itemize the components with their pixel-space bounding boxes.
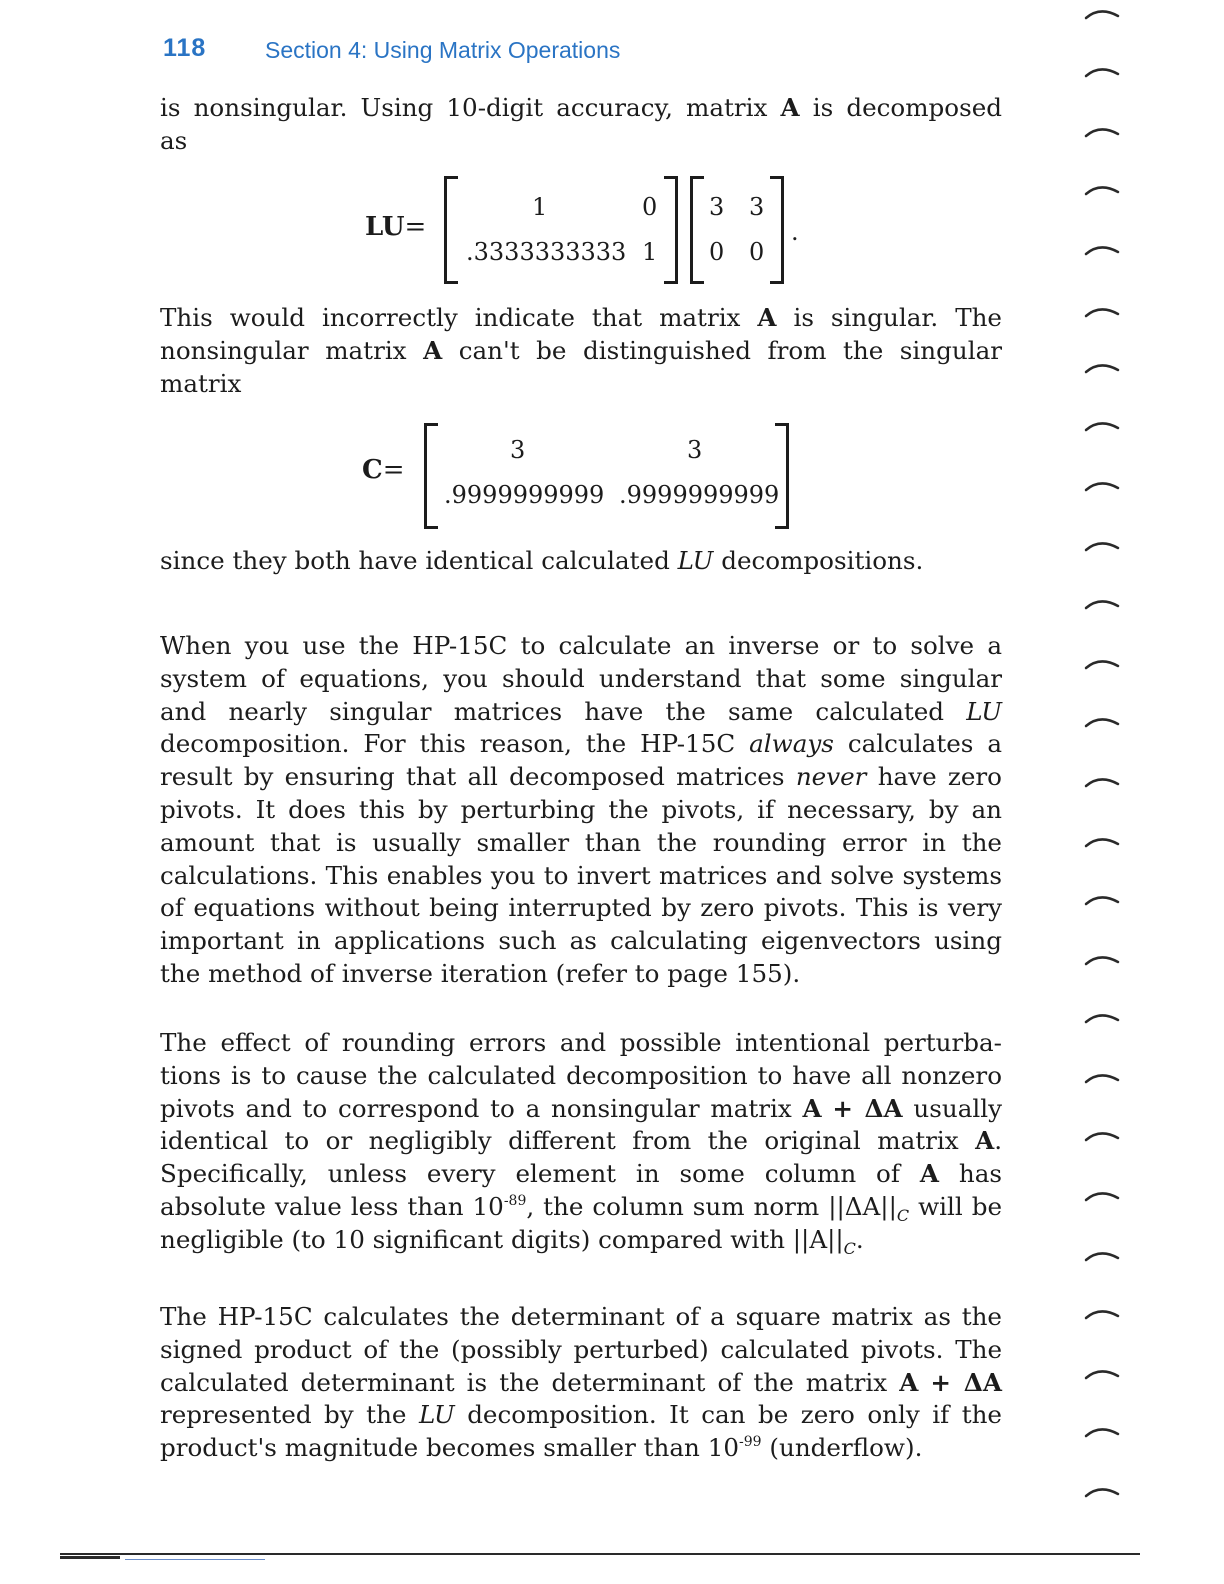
- spiral-binding-icon: [1080, 0, 1128, 1584]
- page-header: [163, 34, 621, 63]
- since-line: since they both have identical calculated LU decompositions.: [160, 546, 924, 575]
- footer-rule-blue: [125, 1559, 265, 1560]
- equation-period: .: [791, 218, 799, 246]
- u-matrix-cell: 0: [709, 238, 725, 266]
- c-matrix-cell: .9999999999: [619, 481, 780, 509]
- equals-sign: =: [404, 212, 427, 242]
- matrix-a-symbol: A: [423, 335, 443, 365]
- c-matrix-left-bracket: [424, 423, 438, 529]
- l-matrix-left-bracket: [444, 176, 458, 284]
- footer-rule: [60, 1553, 1140, 1555]
- c-label: C: [362, 455, 383, 485]
- page-number: 118: [163, 34, 207, 62]
- l-matrix-cell: 1: [532, 193, 548, 221]
- u-matrix-cell: 0: [749, 238, 765, 266]
- l-matrix-cell: 1: [642, 238, 658, 266]
- section-title: Section 4: Using Matrix Operations: [265, 37, 621, 63]
- intro-paragraph: [160, 92, 1002, 158]
- u-matrix-right-bracket: [770, 176, 784, 284]
- intro-text-2: is decomposed: [812, 93, 1003, 122]
- lu-italic: LU: [677, 546, 714, 575]
- intro-text-3: as: [160, 125, 188, 155]
- u-matrix-cell: 3: [709, 193, 725, 221]
- c-matrix-cell: .9999999999: [444, 481, 605, 509]
- c-matrix-cell: 3: [510, 436, 526, 464]
- footer-rule-accent: [60, 1556, 120, 1559]
- lu-label: LU: [365, 212, 405, 242]
- singular-paragraph: This would incorrectly indicate that matrix A is singular. The nonsingular matrix A can't be distinguished from the singular matrix: [160, 303, 1003, 398]
- intro-text: is nonsingular. Using 10-digit accuracy, matrix: [160, 93, 768, 122]
- c-matrix-right-bracket: [775, 423, 789, 529]
- pivots-paragraph: When you use the HP-15C to calculate an inverse or to solve a system of equations, you should understand that some singular and nearly singular matrices have the same calculated LU decomposition. For this reason, the HP-15C always calculates a result by ensuring that all decomposed matrices never have zero pivots. It does this by perturbing the pivots, if necessary, by an amount that is usually smaller than the rounding error in the calculations. This enables you to invert matrices and solve systems of equations without being interrupted by zero pivots. This is very important in applications such as calculating eigenvectors using the method of inverse iteration (refer to page 155).: [160, 631, 1003, 988]
- matrix-a-symbol: A: [757, 303, 777, 332]
- u-matrix-cell: 3: [749, 193, 765, 221]
- effect-paragraph: The effect of rounding errors and possible intentional perturba- tions is to cause the calculated decomposition to have all nonzero pivots and to correspond to a nonsingular matrix A + ΔA usually identical to or negligibly different from the original matrix A. Specifically, unless every element in some column of A has absolute value less than $10^{-89}$, the column sum norm $||\Delta A||_C$ will be negligible (to 10 significant digits) compared with $||A||_C$.: [160, 1028, 1003, 1258]
- l-matrix-right-bracket: [664, 176, 678, 284]
- l-matrix-cell: 0: [642, 193, 658, 221]
- l-matrix-cell: .3333333333: [466, 238, 627, 266]
- equals-sign: =: [382, 455, 405, 485]
- u-matrix-left-bracket: [690, 176, 704, 284]
- c-matrix-cell: 3: [687, 436, 703, 464]
- matrix-a-symbol: A: [780, 93, 800, 122]
- determinant-paragraph: The HP-15C calculates the determinant of a square matrix as the signed product of the (possibly perturbed) calculated pivots. The calculated determinant is the determinant of the matrix A + ΔA represented by the LU decomposition. It can be zero only if the product's magnitude becomes smaller than $10^{-99}$ (underflow).: [160, 1302, 1002, 1463]
